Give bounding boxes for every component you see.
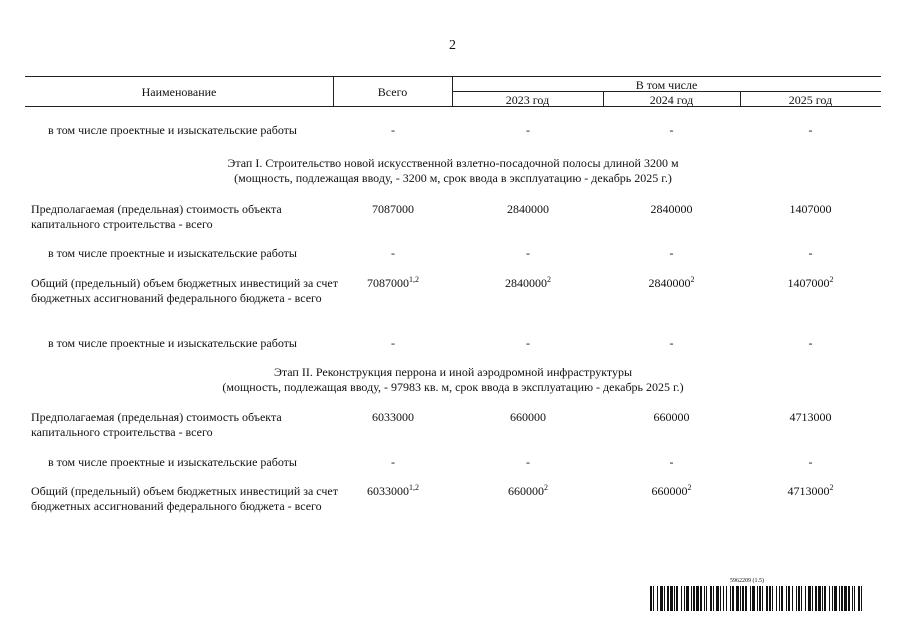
- footnote-mark: 1,2: [409, 483, 419, 492]
- barcode: [650, 586, 864, 611]
- row-2025: -: [808, 455, 813, 469]
- row-2024: 660000$^2$: [651, 483, 692, 498]
- row-2023: -: [526, 336, 530, 350]
- row-2025: -: [808, 123, 813, 137]
- header-including: В том числе: [635, 78, 698, 92]
- page-number: 2: [449, 38, 456, 53]
- row-2024: 2840000$^2$: [648, 275, 695, 290]
- row-2025: -: [808, 336, 813, 350]
- row-total: -: [391, 246, 395, 260]
- row-2025: 1407000$^2$: [787, 275, 834, 290]
- footnote-mark: 2: [547, 275, 551, 284]
- footnote-mark: 2: [687, 483, 692, 492]
- footnote-mark: 2: [829, 483, 834, 492]
- row-2023: 660000: [510, 410, 546, 424]
- row-name: Предполагаемая (предельная) стоимость объекта капитального строительства - всего: [31, 202, 282, 231]
- row-name: Предполагаемая (предельная) стоимость объекта капитального строительства - всего: [31, 410, 282, 439]
- row-2024: -: [669, 246, 674, 260]
- row-2024: 660000: [653, 410, 690, 424]
- header-total: Всего: [377, 85, 408, 99]
- footnote-mark: 2: [829, 275, 834, 284]
- row-total: 7087000$^{1,2}$: [367, 275, 419, 290]
- header-year-2024: 2024 год: [649, 93, 694, 107]
- row-2025: 1407000: [789, 202, 832, 216]
- barcode-label: 5962209 (1.5): [730, 578, 764, 584]
- row-2023: -: [526, 123, 530, 137]
- stage-subtitle: (мощность, подлежащая вводу, - 97983 кв. м, срок ввода в эксплуатацию - декабрь 2025 г.): [222, 380, 684, 394]
- row-2024: -: [669, 336, 674, 350]
- row-total: -: [391, 336, 395, 350]
- row-2023: 2840000$^2$: [505, 275, 551, 290]
- row-name: в том числе проектные и изыскательские работы: [48, 455, 297, 469]
- footnote-mark: 2: [544, 483, 548, 492]
- row-name: в том числе проектные и изыскательские работы: [48, 123, 297, 137]
- row-total: -: [391, 455, 395, 469]
- header-year-2023: 2023 год: [505, 93, 550, 107]
- row-name: в том числе проектные и изыскательские работы: [48, 336, 297, 350]
- row-name: Общий (предельный) объем бюджетных инвестиций за счет бюджетных ассигнований федерального бюджета - всего: [31, 276, 339, 305]
- row-2024: 2840000: [650, 202, 693, 216]
- row-name: в том числе проектные и изыскательские работы: [48, 246, 297, 260]
- row-total: -: [391, 123, 395, 137]
- stage-title: Этап II. Реконструкция перрона и иной аэродромной инфраструктуры: [273, 365, 633, 379]
- table-top-rule: [25, 76, 881, 77]
- row-2023: 660000$^2$: [508, 483, 548, 498]
- footnote-mark: 1,2: [409, 275, 419, 284]
- row-2023: -: [526, 246, 530, 260]
- row-2024: -: [669, 455, 674, 469]
- header-year-2025: 2025 год: [788, 93, 833, 107]
- row-total: 6033000$^{1,2}$: [367, 483, 419, 498]
- row-2023: 2840000: [507, 202, 549, 216]
- row-total: 6033000: [372, 410, 414, 424]
- row-2025: -: [808, 246, 813, 260]
- stage-subtitle: (мощность, подлежащая вводу, - 3200 м, срок ввода в эксплуатацию - декабрь 2025 г.): [234, 171, 672, 185]
- header-name: Наименование: [141, 85, 217, 99]
- row-name: Общий (предельный) объем бюджетных инвестиций за счет бюджетных ассигнований федерального бюджета - всего: [31, 484, 339, 513]
- row-total: 7087000: [372, 202, 414, 216]
- row-2025: 4713000: [789, 410, 832, 424]
- barcode-area: [650, 577, 864, 613]
- stage-title: Этап I. Строительство новой искусственной взлетно-посадочной полосы длиной 3200 м: [227, 156, 679, 170]
- row-2025: 4713000$^2$: [787, 483, 834, 498]
- row-2023: -: [526, 455, 530, 469]
- row-2024: -: [669, 123, 674, 137]
- footnote-mark: 2: [690, 275, 695, 284]
